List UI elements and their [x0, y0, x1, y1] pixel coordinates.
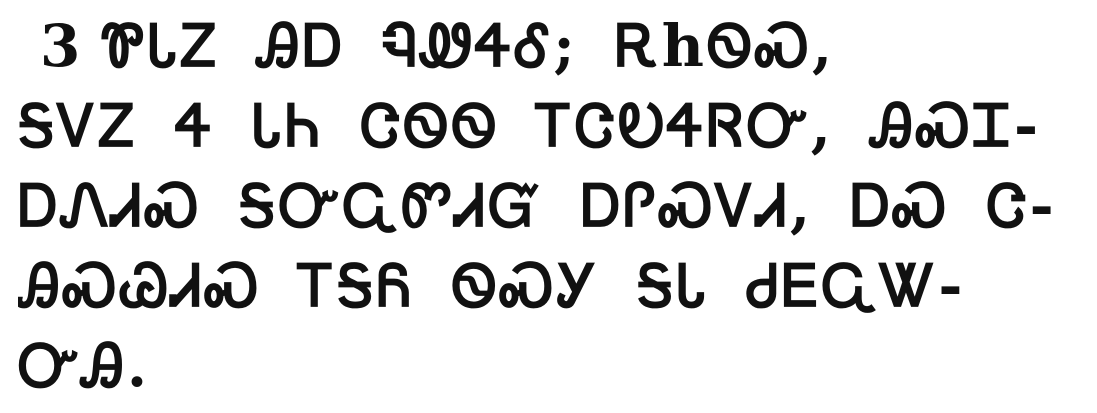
- passage-line-4: ᎯᏍᏊᏗᏍ ᎢᎦᏲ ᏫᏍᎩ ᎦᏓ ᏧᎬᏩᏔ-: [18, 252, 966, 320]
- passage-line-5: ᏅᎯ.: [18, 332, 151, 400]
- passage-line-3: ᎠᏁᏗᏍ ᎦᏅᏩᏛᏗᏳ ᎠᎵᏍᏙᏗ, ᎠᏍ Ꮳ-: [18, 172, 1057, 240]
- passage-line-1-text: ᏈᏓᏃ ᎯᎠ ᏄᏪᏎᎴ; ᎡhᏫᏍ,: [101, 12, 836, 80]
- verse-number: 3: [40, 12, 84, 80]
- passage-line-2: ᎦᏙᏃ Ꮞ ᏓᏂ ᏣᏫᏫ ᎢᏣᎧᏎᏒᏅ, ᎯᏍᏆ-: [18, 92, 1042, 160]
- passage-line-1: [18, 6, 1088, 86]
- scripture-passage: [18, 6, 1088, 406]
